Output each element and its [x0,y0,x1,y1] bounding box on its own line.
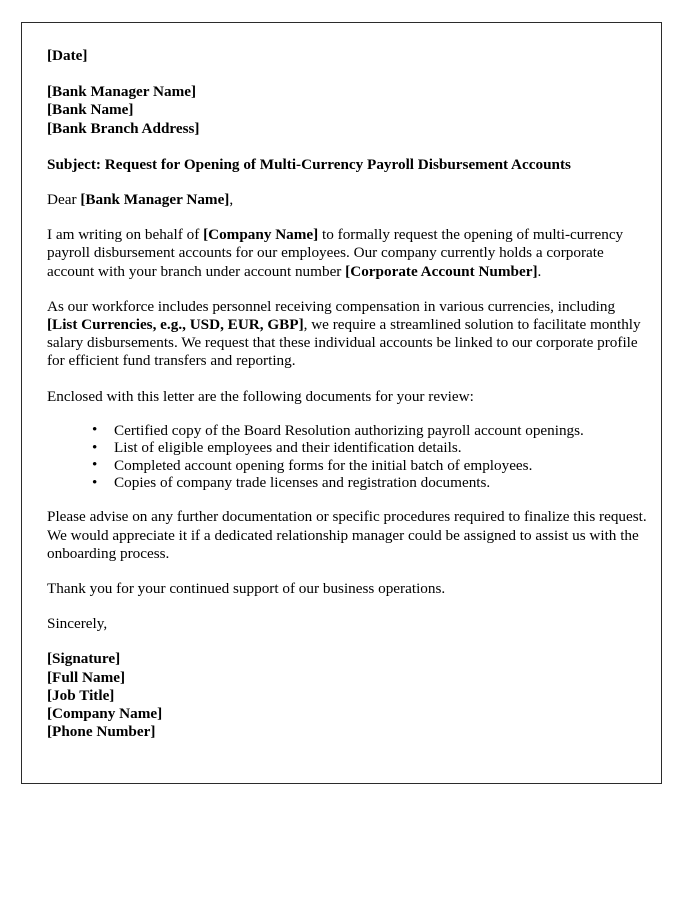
salutation-comma: , [229,191,234,209]
bullet-icon: • [92,473,98,491]
spacer [47,65,647,83]
paragraph-2-text-a: As our workforce includes personnel receiving compensation in various currencies, including [47,297,616,315]
list-item-label: List of eligible employees and their identification details. [114,439,462,457]
paragraph-2-currency-list: [List Currencies, e.g., USD, EUR, GBP] [47,316,304,334]
paragraph-further-documentation: Please advise on any further documentation or specific procedures required to finalize this request. We would appreciate it if a dedicated relationship manager could be assigned to assist us with the onboarding process. [47,508,647,562]
recipient-bank-name: [Bank Name] [47,101,134,119]
spacer [47,491,647,508]
list-item [92,457,647,474]
recipient-manager-name: [Bank Manager Name] [47,83,197,101]
bullet-icon: • [92,456,98,474]
recipient-address-block [47,83,647,138]
list-item-label: Completed account opening forms for the initial batch of employees. [114,456,533,474]
list-item [92,439,647,456]
subject-line: Subject: Request for Opening of Multi-Currency Payroll Disbursement Accounts [47,155,571,173]
paragraph-2-text-b: , we require a streamlined solution to facilitate monthly salary disbursements. We request that these individual accounts be linked to our corporate profile for efficient fund transfers and reporting. [47,316,641,370]
closing-salutation: Sincerely, [47,615,108,633]
paragraph-1-text-a: I am writing on behalf of [47,226,204,244]
paragraph-request-opening [47,226,647,281]
salutation-greeting: Dear [47,191,81,209]
list-item-label: Certified copy of the Board Resolution authorizing payroll account openings. [114,421,584,439]
signature-block [47,650,647,741]
enclosed-documents-list [47,422,647,492]
salutation-manager-name: [Bank Manager Name] [80,191,230,209]
spacer [47,563,647,580]
list-item [92,422,647,439]
signer-company-name: [Company Name] [47,705,163,723]
date-placeholder: [Date] [47,47,88,64]
spacer [47,174,647,191]
list-item [92,474,647,491]
spacer [47,209,647,226]
signer-full-name: [Full Name] [47,668,126,686]
letter-content [47,47,647,742]
recipient-bank-address: [Bank Branch Address] [47,119,200,137]
spacer [47,598,647,615]
spacer [47,633,647,650]
paragraph-currencies [47,298,647,371]
spacer [47,406,647,422]
signer-job-title: [Job Title] [47,686,115,704]
paragraph-1-corporate-account-number: [Corporate Account Number] [345,262,538,280]
paragraph-1-company-name: [Company Name] [203,226,319,244]
enclosure-intro: Enclosed with this letter are the following documents for your review: [47,387,474,405]
spacer [47,138,647,156]
spacer [47,281,647,298]
bullet-icon: • [92,421,98,439]
paragraph-1-text-b: to formally request the opening of multi-currency payroll disbursement accounts for our employees. Our company currently holds a corporate account with your branch under account number [47,226,624,280]
signature-placeholder: [Signature] [47,650,121,668]
salutation [47,191,647,209]
spacer [47,371,647,388]
letter-page-frame [21,22,662,784]
bullet-icon: • [92,438,98,456]
paragraph-thank-you: Thank you for your continued support of our business operations. [47,580,446,598]
list-item-label: Copies of company trade licenses and registration documents. [114,474,491,492]
paragraph-1-text-c: . [537,262,542,280]
signer-phone-number: [Phone Number] [47,723,156,741]
